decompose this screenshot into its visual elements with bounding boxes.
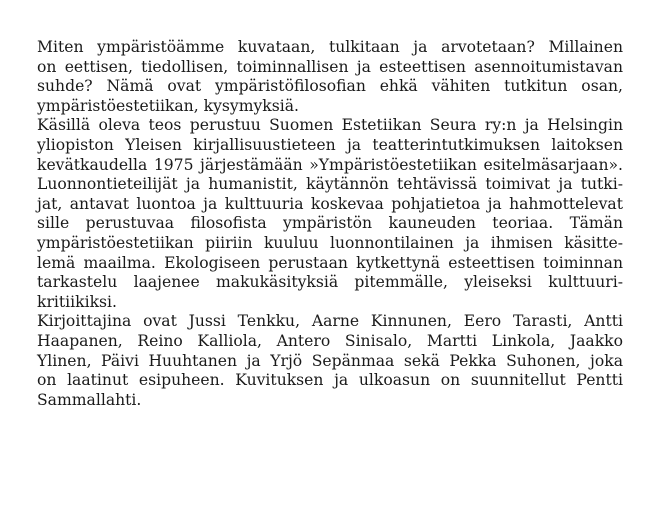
text-line: on laatinut esipuheen. Kuvituksen ja ulkoasun on suunnitellut Pentti: [37, 371, 623, 390]
paragraph-description: [37, 116, 623, 312]
text-line: Sammallahti.: [37, 390, 142, 409]
text-line: kritiikiksi.: [37, 292, 117, 311]
text-line: suhde? Nämä ovat ympäristöfilosofian ehkä vähiten tutkitun osan,: [37, 77, 623, 96]
text-line: Ylinen, Päivi Huuhtanen ja Yrjö Sepänmaa sekä Pekka Suhonen, joka: [37, 351, 623, 370]
text-line: Haapanen, Reino Kalliola, Antero Sinisalo, Martti Linkola, Jaakko: [37, 331, 623, 350]
text-line: ympäristöestetiikan, kysymyksiä.: [37, 96, 300, 115]
text-line: Käsillä oleva teos perustuu Suomen Estetiikan Seura ry:n ja Helsingin: [37, 116, 623, 135]
text-line: Miten ympäristöämme kuvataan, tulkitaan ja arvotetaan? Millainen: [37, 38, 623, 56]
text-line: jat, antavat luontoa ja kulttuuria koskevaa pohjatietoa ja hahmottelevat: [37, 194, 623, 213]
text-line: Kirjoittajina ovat Jussi Tenkku, Aarne Kinnunen, Eero Tarasti, Antti: [37, 312, 623, 331]
text-line: yliopiston Yleisen kirjallisuustieteen ja teatterintutkimuksen laitoksen: [37, 135, 623, 154]
text-line: sille perustuvaa filosofista ympäristön kauneuden teoriaa. Tämän: [37, 214, 623, 233]
text-line: kevätkaudella 1975 järjestämään »Ympäristöestetiikan esitelmäsarjaan».: [37, 155, 623, 174]
text-line: tarkastelu laajenee makukäsityksiä pitemmälle, yleiseksi kulttuuri-: [37, 273, 623, 292]
text-line: ympäristöestetiikan piiriin kuuluu luonnontilainen ja ihmisen käsitte-: [37, 233, 623, 252]
text-line: on eettisen, tiedollisen, toiminnallisen ja esteettisen asennoitumistavan: [37, 57, 623, 76]
paragraph-authors: [37, 312, 623, 410]
document-page: [37, 38, 623, 410]
paragraph-intro: [37, 38, 623, 116]
text-line: Luonnontieteilijät ja humanistit, käytännön tehtävissä toimivat ja tutki-: [37, 175, 623, 194]
text-line: lemä maailma. Ekologiseen perustaan kytkettynä esteettisen toiminnan: [37, 253, 623, 272]
